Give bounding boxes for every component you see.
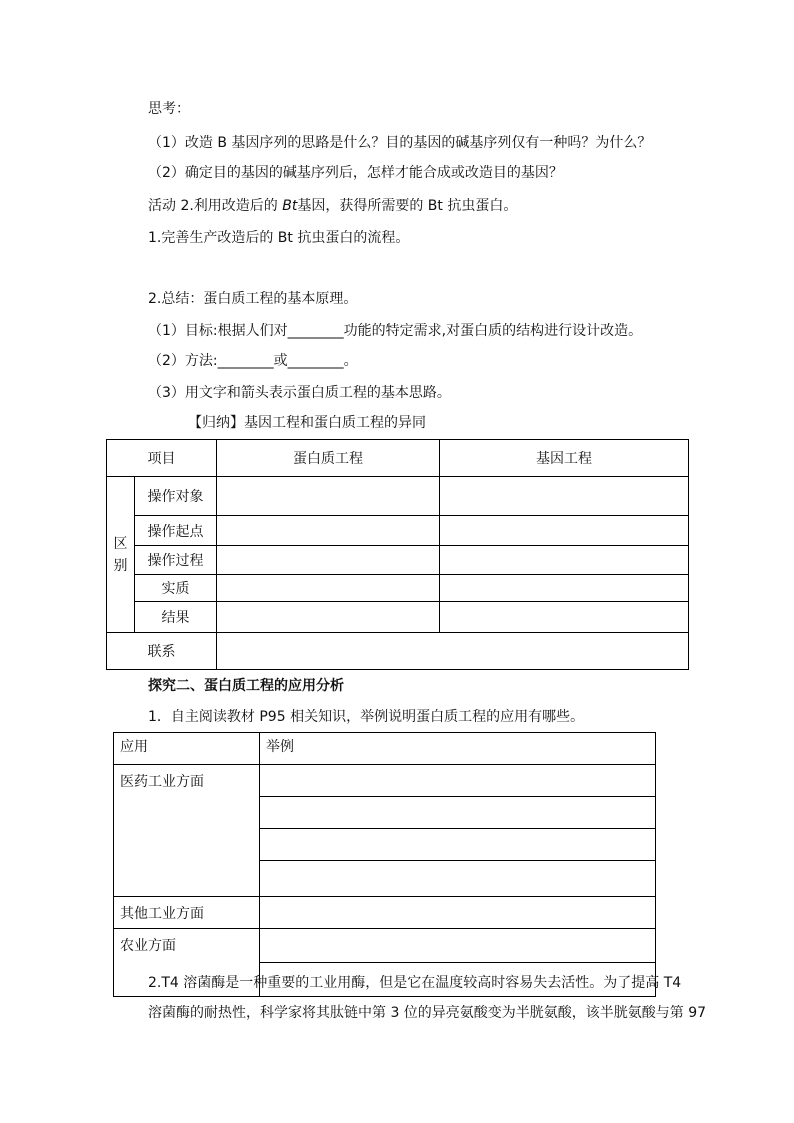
header-example: 举例 xyxy=(260,733,656,765)
difference-label: 区别 xyxy=(107,477,135,633)
activity-2-suffix: 基因，获得所需要的 Bt 抗虫蛋白。 xyxy=(297,198,518,214)
summary-goal: （1）目标:根据人们对________功能的特定需求,对蛋白质的结构进行设计改造。 xyxy=(148,323,643,339)
application-row xyxy=(114,765,656,797)
activity-2-prefix: 活动 2.利用改造后的 xyxy=(148,198,283,214)
protein-engineering-cell[interactable] xyxy=(217,575,440,602)
example-cell[interactable] xyxy=(260,829,656,861)
gene-engineering-cell[interactable] xyxy=(440,602,689,633)
example-cell[interactable] xyxy=(260,765,656,797)
think-question-2: （2）确定目的基因的碱基序列后，怎样才能合成或改造目的基因？ xyxy=(148,165,563,181)
example-cell[interactable] xyxy=(260,897,656,929)
think-question-1: （1）改造 B 基因序列的思路是什么？目的基因的碱基序列仅有一种吗？为什么？ xyxy=(148,135,652,151)
row-label: 实质 xyxy=(135,575,217,602)
bt-gene-italic: Bt xyxy=(282,198,298,214)
header-application: 应用 xyxy=(114,733,260,765)
example-cell[interactable] xyxy=(260,797,656,829)
think-title: 思考： xyxy=(148,101,190,117)
gene-engineering-cell[interactable] xyxy=(440,546,689,575)
summary-idea: （3）用文字和箭头表示蛋白质工程的基本思路。 xyxy=(148,385,451,401)
protein-engineering-cell[interactable] xyxy=(217,516,440,546)
comparison-row xyxy=(107,546,689,575)
t4-paragraph-line-2: 溶菌酶的耐热性，科学家将其肽链中第 3 位的异亮氨酸变为半胱氨酸，该半胱氨酸与第 97 xyxy=(148,1005,707,1021)
row-label: 操作对象 xyxy=(135,477,217,516)
link-cell[interactable] xyxy=(217,633,689,670)
row-label: 操作过程 xyxy=(135,546,217,575)
protein-engineering-cell[interactable] xyxy=(217,602,440,633)
header-gene-engineering: 基因工程 xyxy=(440,440,689,477)
comparison-row xyxy=(107,516,689,546)
application-header-row xyxy=(114,733,656,765)
explore-2-item-1: 1．自主阅读教材 P95 相关知识，举例说明蛋白质工程的应用有哪些。 xyxy=(148,709,585,725)
application-row xyxy=(114,897,656,929)
row-label: 结果 xyxy=(135,602,217,633)
protein-engineering-cell[interactable] xyxy=(217,477,440,516)
comparison-row xyxy=(107,477,689,516)
application-label: 农业方面 xyxy=(114,929,260,997)
link-label: 联系 xyxy=(107,633,217,670)
row-label: 操作起点 xyxy=(135,516,217,546)
header-item: 项目 xyxy=(107,440,217,477)
comparison-row xyxy=(107,602,689,633)
example-cell[interactable] xyxy=(260,929,656,963)
header-protein-engineering: 蛋白质工程 xyxy=(217,440,440,477)
explore-2-title: 探究二、蛋白质工程的应用分析 xyxy=(148,678,344,694)
comparison-header-row xyxy=(107,440,689,477)
activity-2-line xyxy=(148,197,517,215)
compare-caption: 【归纳】基因工程和蛋白质工程的异同 xyxy=(188,415,426,431)
t4-paragraph-line-1: 2.T4 溶菌酶是一种重要的工业用酶，但是它在温度较高时容易失去活性。为了提高 T4 xyxy=(148,975,682,991)
comparison-link-row xyxy=(107,633,689,670)
comparison-table xyxy=(106,439,689,670)
application-row xyxy=(114,929,656,963)
activity-2-item-1: 1.完善生产改造后的 Bt 抗虫蛋白的流程。 xyxy=(148,230,410,246)
gene-engineering-cell[interactable] xyxy=(440,516,689,546)
application-table xyxy=(113,732,656,997)
application-label: 医药工业方面 xyxy=(114,765,260,897)
application-label: 其他工业方面 xyxy=(114,897,260,929)
protein-engineering-cell[interactable] xyxy=(217,546,440,575)
summary-title: 2.总结：蛋白质工程的基本原理。 xyxy=(148,291,358,307)
gene-engineering-cell[interactable] xyxy=(440,477,689,516)
example-cell[interactable] xyxy=(260,861,656,897)
summary-method: （2）方法:________或________。 xyxy=(148,353,358,369)
gene-engineering-cell[interactable] xyxy=(440,575,689,602)
comparison-row xyxy=(107,575,689,602)
